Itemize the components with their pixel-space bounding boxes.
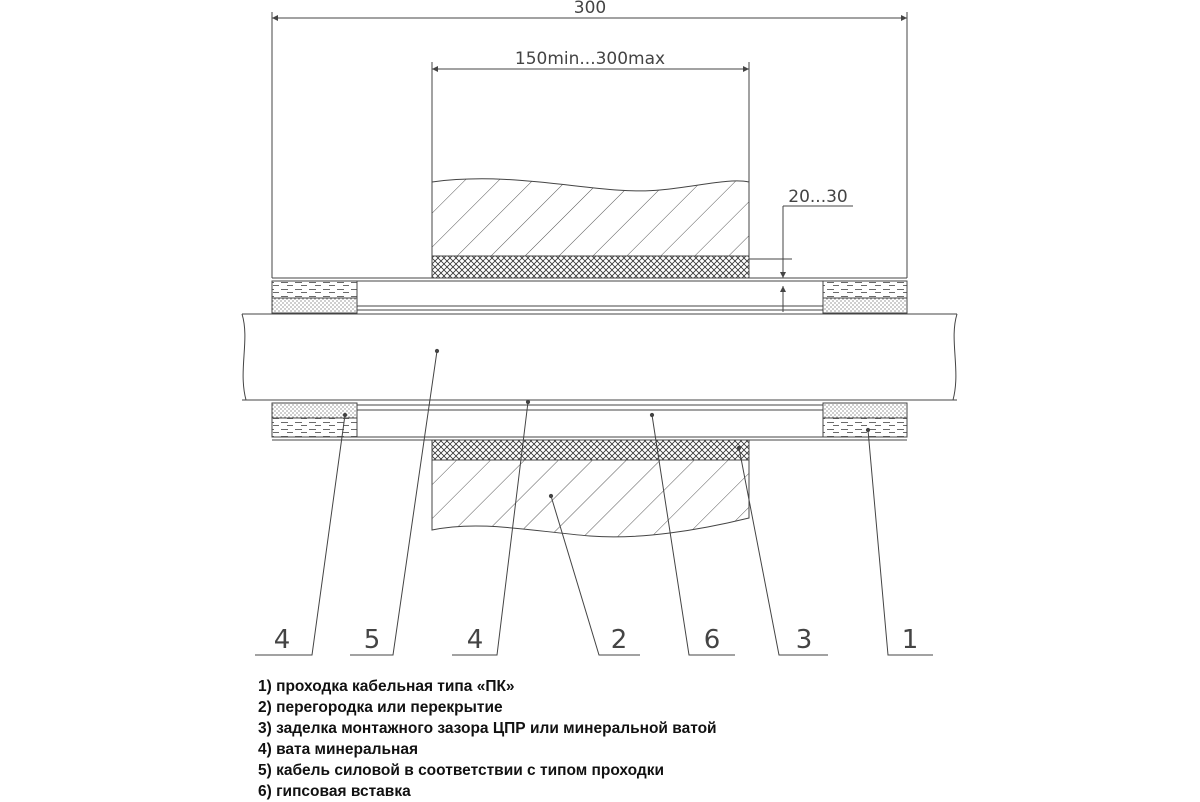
legend-item-3: 3) заделка монтажного зазора ЦПР или минеральной ватой: [258, 720, 717, 737]
legend-item-5: 5) кабель силовой в соответствии с типом проходки: [258, 762, 665, 779]
callout-4-middle: 4: [466, 625, 484, 655]
dimension-gap-label: 20...30: [788, 187, 848, 207]
mineral-wool-right: [823, 281, 907, 437]
legend-item-4: 4) вата минеральная: [258, 741, 419, 758]
callout-1: 1: [901, 625, 919, 655]
gypsum-filler-upper: [432, 256, 749, 278]
cable-sleeve: [357, 281, 823, 437]
callout-3: 3: [795, 625, 813, 655]
gypsum-filler-lower: [432, 440, 749, 460]
power-cable: [242, 314, 957, 400]
callout-5: 5: [363, 625, 381, 655]
legend-item-1: 1) проходка кабельная типа «ПК»: [258, 678, 515, 695]
callout-4-left: 4: [273, 625, 291, 655]
dimension-opening-label: 150min...300max: [514, 49, 666, 69]
legend-item-6: 6) гипсовая вставка: [258, 783, 411, 800]
legend-list: [258, 676, 717, 802]
callout-6: 6: [703, 625, 721, 655]
dimension-opening: [432, 62, 749, 182]
wall-upper: [432, 179, 749, 256]
legend-item-2: 2) перегородка или перекрытие: [258, 699, 503, 716]
dimension-overall-label: 300: [573, 0, 607, 18]
callout-2: 2: [610, 625, 628, 655]
wall-lower: [432, 460, 749, 537]
